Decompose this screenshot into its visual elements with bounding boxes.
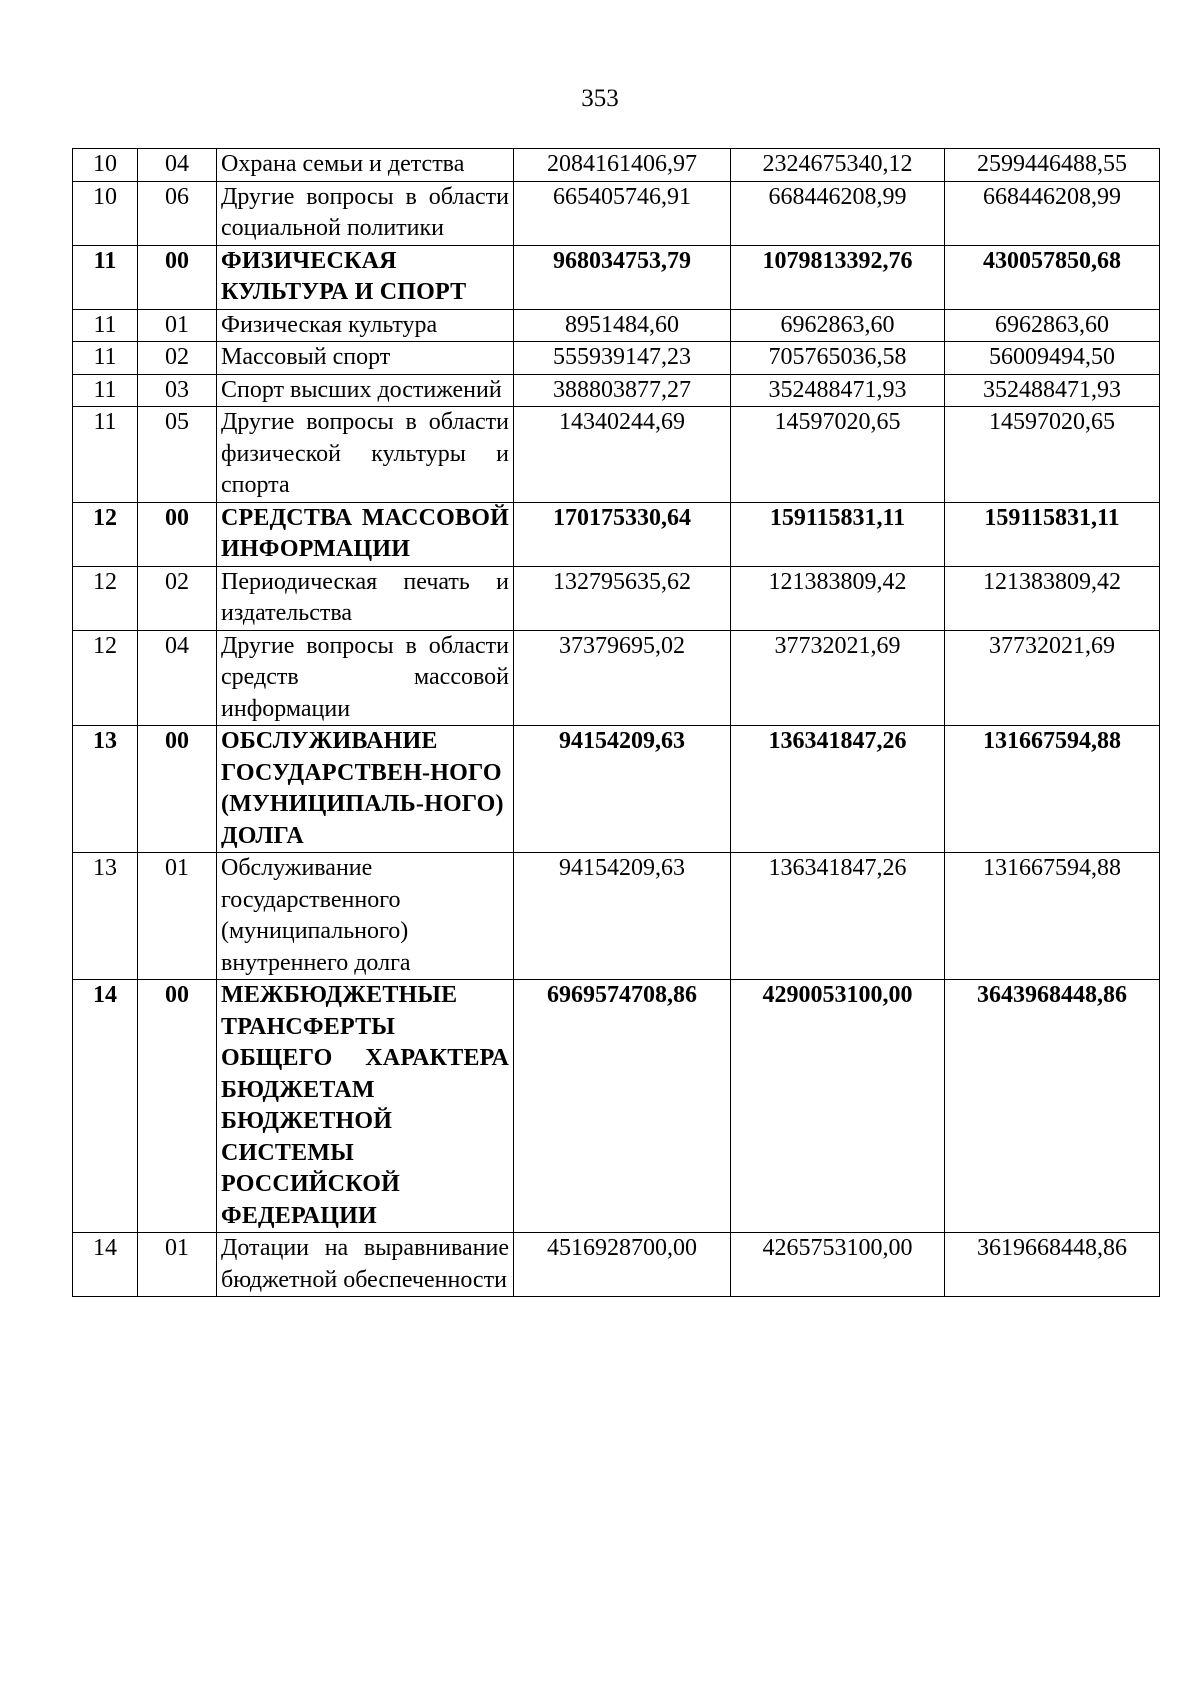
- budget-table: [72, 148, 1160, 1297]
- amount-year-3: 56009494,50: [945, 342, 1160, 375]
- item-name: Спорт высших достижений: [217, 374, 514, 407]
- amount-year-3: 131667594,88: [945, 853, 1160, 980]
- amount-year-1: 132795635,62: [514, 566, 731, 630]
- item-name: Физическая культура: [217, 309, 514, 342]
- section-code: 13: [73, 853, 138, 980]
- item-name: Другие вопросы в области социальной политики: [217, 181, 514, 245]
- table-row-section-total: [73, 726, 1160, 853]
- amount-year-1: 37379695,02: [514, 630, 731, 726]
- table-row-section-total: [73, 980, 1160, 1233]
- subsection-code: 01: [138, 309, 217, 342]
- table-row: [73, 853, 1160, 980]
- amount-year-2: 4265753100,00: [731, 1233, 945, 1297]
- section-code: 11: [73, 245, 138, 309]
- amount-year-3: 3643968448,86: [945, 980, 1160, 1233]
- amount-year-1: 14340244,69: [514, 407, 731, 503]
- item-name: Другие вопросы в области средств массовой информации: [217, 630, 514, 726]
- amount-year-1: 968034753,79: [514, 245, 731, 309]
- amount-year-2: 2324675340,12: [731, 149, 945, 182]
- amount-year-3: 131667594,88: [945, 726, 1160, 853]
- subsection-code: 01: [138, 853, 217, 980]
- amount-year-2: 6962863,60: [731, 309, 945, 342]
- table-row: [73, 374, 1160, 407]
- amount-year-3: 352488471,93: [945, 374, 1160, 407]
- subsection-code: 04: [138, 630, 217, 726]
- amount-year-2: 4290053100,00: [731, 980, 945, 1233]
- item-name: Периодическая печать и издательства: [217, 566, 514, 630]
- table-row: [73, 309, 1160, 342]
- subsection-code: 02: [138, 342, 217, 375]
- amount-year-3: 37732021,69: [945, 630, 1160, 726]
- section-code: 14: [73, 1233, 138, 1297]
- subsection-code: 00: [138, 980, 217, 1233]
- amount-year-3: 3619668448,86: [945, 1233, 1160, 1297]
- section-code: 11: [73, 407, 138, 503]
- amount-year-2: 121383809,42: [731, 566, 945, 630]
- amount-year-3: 430057850,68: [945, 245, 1160, 309]
- amount-year-2: 705765036,58: [731, 342, 945, 375]
- subsection-code: 00: [138, 726, 217, 853]
- amount-year-2: 668446208,99: [731, 181, 945, 245]
- amount-year-2: 14597020,65: [731, 407, 945, 503]
- amount-year-3: 6962863,60: [945, 309, 1160, 342]
- item-name: Обслуживание государственного (муниципального) внутреннего долга: [217, 853, 514, 980]
- item-name: Дотации на выравнивание бюджетной обеспеченности: [217, 1233, 514, 1297]
- section-code: 11: [73, 374, 138, 407]
- section-code: 12: [73, 630, 138, 726]
- item-name: Массовый спорт: [217, 342, 514, 375]
- amount-year-1: 94154209,63: [514, 726, 731, 853]
- amount-year-2: 159115831,11: [731, 502, 945, 566]
- amount-year-3: 159115831,11: [945, 502, 1160, 566]
- amount-year-3: 2599446488,55: [945, 149, 1160, 182]
- table-row: [73, 566, 1160, 630]
- section-name: СРЕДСТВА МАССОВОЙ ИНФОРМАЦИИ: [217, 502, 514, 566]
- amount-year-3: 121383809,42: [945, 566, 1160, 630]
- subsection-code: 00: [138, 245, 217, 309]
- table-row: [73, 181, 1160, 245]
- item-name: Другие вопросы в области физической культуры и спорта: [217, 407, 514, 503]
- amount-year-3: 14597020,65: [945, 407, 1160, 503]
- amount-year-1: 2084161406,97: [514, 149, 731, 182]
- amount-year-1: 8951484,60: [514, 309, 731, 342]
- subsection-code: 00: [138, 502, 217, 566]
- section-code: 12: [73, 502, 138, 566]
- amount-year-2: 136341847,26: [731, 853, 945, 980]
- subsection-code: 04: [138, 149, 217, 182]
- section-code: 11: [73, 342, 138, 375]
- subsection-code: 03: [138, 374, 217, 407]
- section-name: МЕЖБЮДЖЕТНЫЕ ТРАНСФЕРТЫ ОБЩЕГО ХАРАКТЕРА БЮДЖЕТАМ БЮДЖЕТНОЙ СИСТЕМЫ РОССИЙСКОЙ ФЕДЕРАЦИИ: [217, 980, 514, 1233]
- section-code: 10: [73, 181, 138, 245]
- subsection-code: 06: [138, 181, 217, 245]
- section-code: 13: [73, 726, 138, 853]
- subsection-code: 05: [138, 407, 217, 503]
- amount-year-1: 6969574708,86: [514, 980, 731, 1233]
- amount-year-1: 94154209,63: [514, 853, 731, 980]
- page-number: 353: [581, 85, 619, 112]
- section-code: 14: [73, 980, 138, 1233]
- amount-year-1: 4516928700,00: [514, 1233, 731, 1297]
- table-row-section-total: [73, 502, 1160, 566]
- section-name: ОБСЛУЖИВАНИЕ ГОСУДАРСТВЕН-НОГО (МУНИЦИПАЛЬ-НОГО) ДОЛГА: [217, 726, 514, 853]
- table-row: [73, 407, 1160, 503]
- section-name: ФИЗИЧЕСКАЯ КУЛЬТУРА И СПОРТ: [217, 245, 514, 309]
- section-code: 11: [73, 309, 138, 342]
- subsection-code: 01: [138, 1233, 217, 1297]
- amount-year-1: 170175330,64: [514, 502, 731, 566]
- amount-year-1: 555939147,23: [514, 342, 731, 375]
- table-row: [73, 630, 1160, 726]
- table-row: [73, 342, 1160, 375]
- subsection-code: 02: [138, 566, 217, 630]
- item-name: Охрана семьи и детства: [217, 149, 514, 182]
- amount-year-1: 665405746,91: [514, 181, 731, 245]
- table-row-section-total: [73, 245, 1160, 309]
- section-code: 10: [73, 149, 138, 182]
- table-row: [73, 1233, 1160, 1297]
- section-code: 12: [73, 566, 138, 630]
- amount-year-1: 388803877,27: [514, 374, 731, 407]
- table-row: [73, 149, 1160, 182]
- amount-year-2: 37732021,69: [731, 630, 945, 726]
- amount-year-2: 1079813392,76: [731, 245, 945, 309]
- amount-year-3: 668446208,99: [945, 181, 1160, 245]
- amount-year-2: 352488471,93: [731, 374, 945, 407]
- amount-year-2: 136341847,26: [731, 726, 945, 853]
